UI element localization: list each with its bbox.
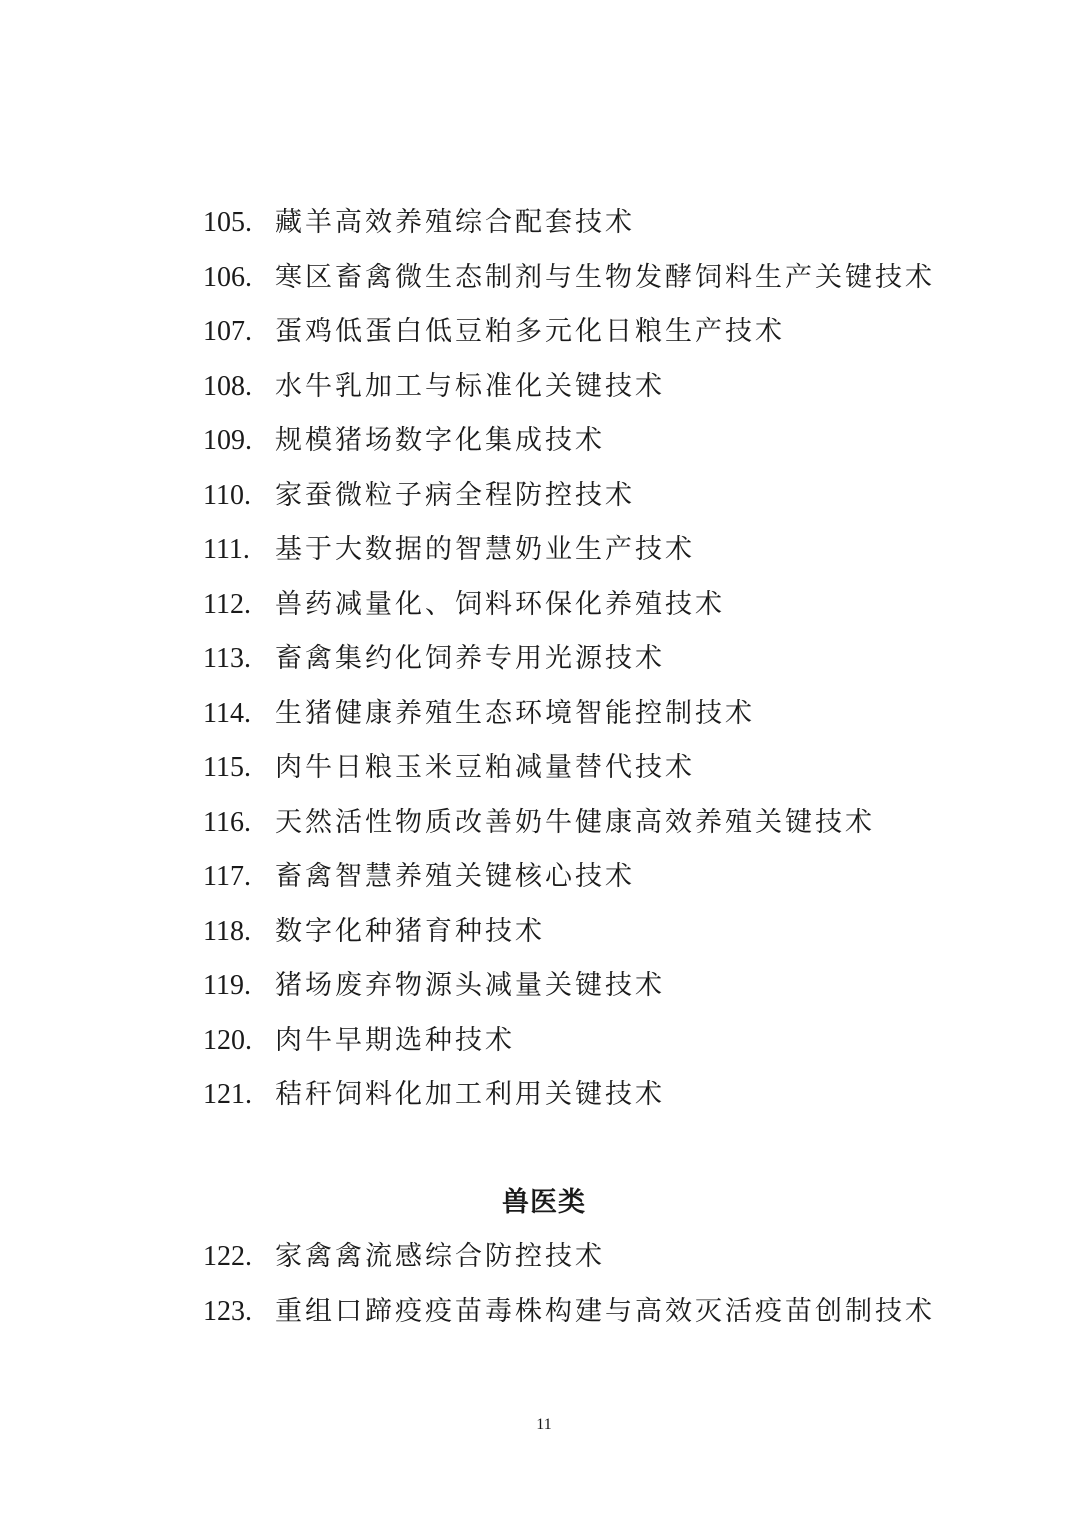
item-text: 重组口蹄疫疫苗毒株构建与高效灭活疫苗创制技术 (275, 1295, 935, 1327)
item-number: 113. (203, 643, 251, 674)
item-text: 寒区畜禽微生态制剂与生物发酵饲料生产关键技术 (275, 261, 935, 293)
item-number: 114. (203, 697, 251, 729)
item-number: 109. (203, 425, 252, 456)
item-number: 116. (203, 806, 251, 838)
list-item (203, 414, 935, 469)
item-text: 藏羊高效养殖综合配套技术 (275, 207, 635, 238)
item-number: 105. (203, 207, 252, 238)
list-item (203, 1230, 935, 1285)
item-text: 畜禽智慧养殖关键核心技术 (275, 861, 635, 892)
item-text: 猪场废弃物源头减量关键技术 (275, 970, 665, 1001)
item-number: 117. (203, 861, 251, 892)
technology-list (203, 196, 935, 1123)
list-item (203, 578, 935, 633)
item-number: 119. (203, 970, 251, 1001)
item-number: 120. (203, 1024, 252, 1056)
item-text: 畜禽集约化饲养专用光源技术 (275, 643, 665, 674)
item-number: 110. (203, 479, 251, 511)
list-item (203, 1068, 935, 1123)
item-text: 天然活性物质改善奶牛健康高效养殖关键技术 (275, 806, 875, 838)
section-heading: 兽医类 (502, 1187, 586, 1218)
item-text: 蛋鸡低蛋白低豆粕多元化日粮生产技术 (275, 316, 785, 347)
item-number: 123. (203, 1295, 252, 1327)
list-item (203, 523, 935, 578)
item-number: 107. (203, 316, 252, 347)
item-number: 108. (203, 370, 252, 402)
list-item (203, 360, 935, 415)
list-item (203, 305, 935, 360)
veterinary-list (203, 1230, 935, 1339)
list-item (203, 850, 935, 905)
item-number: 121. (203, 1079, 252, 1110)
list-item (203, 905, 935, 960)
item-text: 家禽禽流感综合防控技术 (275, 1241, 605, 1272)
item-text: 肉牛早期选种技术 (275, 1024, 515, 1056)
item-text: 秸秆饲料化加工利用关键技术 (275, 1079, 665, 1110)
list-item (203, 632, 935, 687)
item-text: 规模猪场数字化集成技术 (275, 425, 605, 456)
item-text: 家蚕微粒子病全程防控技术 (275, 479, 635, 511)
item-text: 兽药减量化、饲料环保化养殖技术 (275, 588, 725, 620)
list-item (203, 1014, 935, 1069)
item-number: 122. (203, 1241, 252, 1272)
item-number: 111. (203, 534, 250, 565)
list-item (203, 1285, 935, 1340)
item-number: 118. (203, 915, 251, 947)
item-number: 115. (203, 752, 251, 783)
list-item (203, 741, 935, 796)
list-item (203, 959, 935, 1014)
item-text: 数字化种猪育种技术 (275, 915, 545, 947)
item-text: 基于大数据的智慧奶业生产技术 (275, 534, 695, 565)
item-text: 水牛乳加工与标准化关键技术 (275, 370, 665, 402)
list-item (203, 469, 935, 524)
item-text: 生猪健康养殖生态环境智能控制技术 (275, 697, 755, 729)
item-number: 112. (203, 588, 251, 620)
page-number: 11 (536, 1416, 552, 1433)
list-item (203, 196, 935, 251)
list-item (203, 796, 935, 851)
list-item (203, 687, 935, 742)
list-item (203, 251, 935, 306)
item-number: 106. (203, 261, 252, 293)
item-text: 肉牛日粮玉米豆粕减量替代技术 (275, 752, 695, 783)
